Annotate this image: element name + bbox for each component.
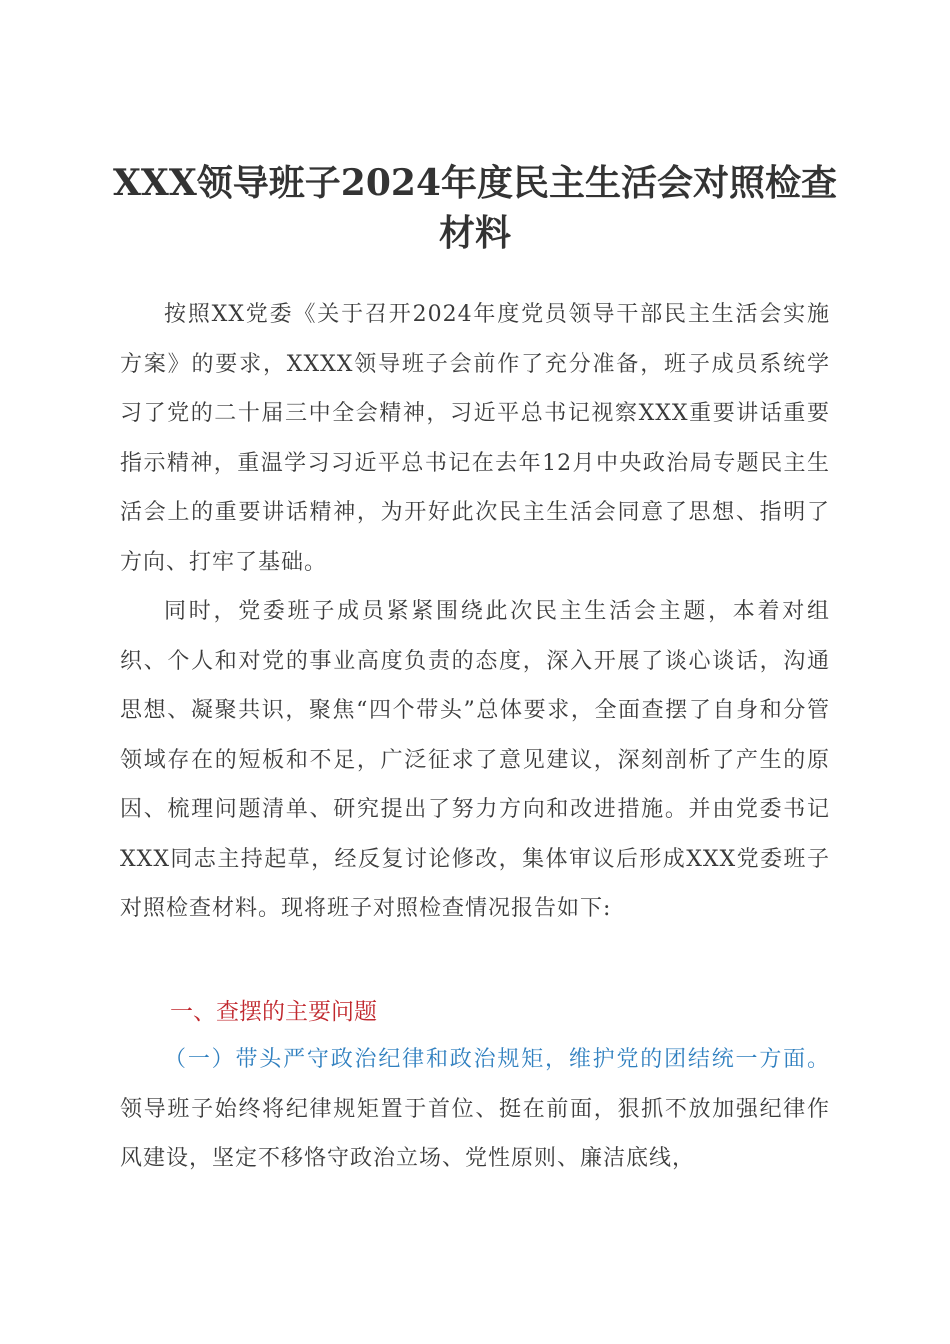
section-heading: 一、查摆的主要问题 xyxy=(170,999,377,1025)
document-title: XXX领导班子2024年度民主生活会对照检查材料 xyxy=(113,162,837,254)
subsection-heading: （一）带头严守政治纪律和政治规矩，维护党的团结统一方面。 xyxy=(164,1047,830,1072)
subsection-text: 领导班子始终将纪律规矩置于首位、挺在前面，狠抓不放加强纪律作风建设，坚定不移恪守政治立场、党性原则、廉洁底线， xyxy=(120,1096,830,1171)
paragraph-intro: 按照XX党委《关于召开2024年度党员领导干部民主生活会实施方案》的要求，XXXX领导班子会前作了充分准备，班子成员系统学习了党的二十届三中全会精神，习近平总书记视察XXX重要讲话重要指示精神，重温学习习近平总书记在去年12月中央政治局专题民主生活会上的重要讲话精神，为开好此次民主生活会同意了思想、指明了方向、打牢了基础。 xyxy=(120,302,830,575)
subsection-paragraph xyxy=(120,1035,830,1184)
paragraph-process: 同时，党委班子成员紧紧围绕此次民主生活会主题，本着对组织、个人和对党的事业高度负责的态度，深入开展了谈心谈话，沟通思想、凝聚共识，聚焦“四个带头”总体要求，全面查摆了自身和分管领域存在的短板和不足，广泛征求了意见建议，深刻剖析了产生的原因、梳理问题清单、研究提出了努力方向和改进措施。并由党委书记XXX同志主持起草，经反复讨论修改，集体审议后形成XXX党委班子对照检查材料。现将班子对照检查情况报告如下: xyxy=(120,599,830,921)
